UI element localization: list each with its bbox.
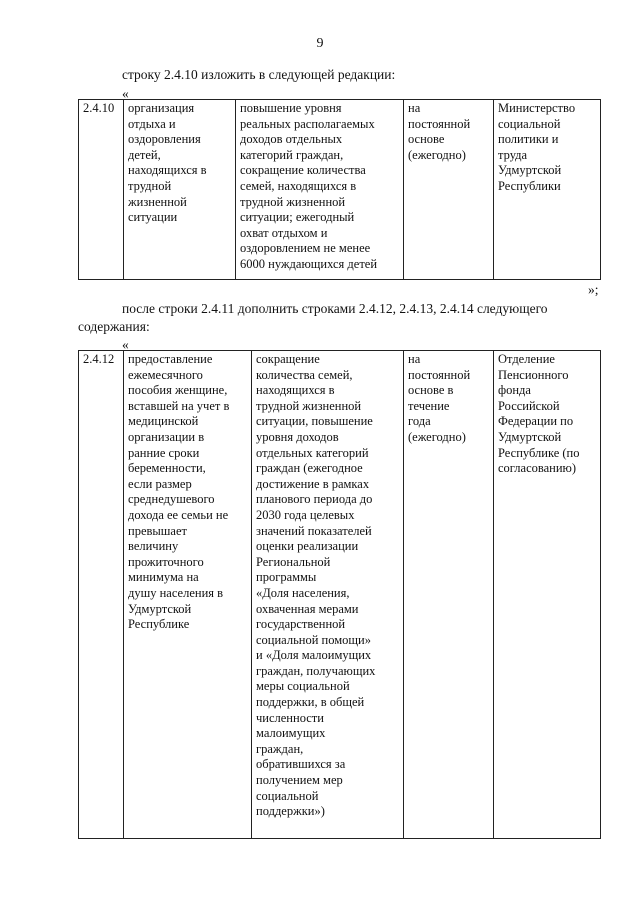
period-text-line: на: [408, 101, 421, 115]
measure-text-line: душу населения в: [128, 585, 224, 600]
measure-text-line: детей,: [128, 147, 161, 162]
result-text-line: семей, находящихся в: [240, 178, 357, 193]
measure-text-line: находящихся в: [128, 163, 207, 178]
measure-text-line: минимума на: [128, 570, 199, 585]
result-text-line: меры социальной: [256, 679, 350, 694]
measure-text-line: дохода ее семьи не: [128, 507, 229, 522]
result-text-line: трудной жизненной: [240, 194, 346, 209]
executor-text-line: политики и: [498, 132, 559, 147]
result-text-line: получением мер: [256, 773, 343, 788]
result-text-line: сокращение: [256, 352, 320, 366]
result-text-line: поддержки, в общей: [256, 695, 365, 710]
measure-cell: [124, 351, 252, 839]
result-text-line: поддержки»): [256, 804, 325, 819]
period-text-line: основе в: [408, 383, 454, 398]
executor-text-line: Республики: [498, 178, 561, 193]
measure-text-line: организация: [128, 101, 195, 115]
executor-text-line: Федерации по: [498, 414, 574, 429]
period-text-line: основе: [408, 132, 445, 147]
executor-text-line: Республике (по: [498, 445, 580, 460]
result-text-line: находящихся в: [256, 383, 335, 398]
executor-text-line: социальной: [498, 116, 561, 131]
measure-text-line: превышает: [128, 523, 187, 538]
measure-text-line: отдыха и: [128, 116, 176, 131]
result-cell: [236, 100, 404, 280]
row-number: 2.4.10: [79, 100, 124, 280]
measure-text-line: предоставление: [128, 352, 213, 366]
executor-text-line: фонда: [498, 383, 531, 398]
result-text-line: граждан (ежегодное: [256, 461, 363, 476]
period-text-line: течение: [408, 398, 450, 413]
measure-text-line: беременности,: [128, 461, 206, 476]
result-text-line: оздоровлением не менее: [240, 241, 371, 256]
executor-text-line: Пенсионного: [498, 367, 569, 382]
result-text-line: Региональной: [256, 554, 331, 569]
executor-cell: [494, 351, 601, 839]
open-quote-2: «: [122, 337, 129, 352]
measure-text-line: организации в: [128, 429, 205, 444]
measure-text-line: ранние сроки: [128, 445, 200, 460]
measure-text-line: оздоровления: [128, 132, 201, 147]
measure-cell: [124, 100, 236, 280]
table-row-2-4-10: [78, 99, 601, 280]
table-row-2-4-12: [78, 350, 601, 839]
measure-text-line: прожиточного: [128, 554, 204, 569]
intro-paragraph-2-line-2: содержания:: [78, 319, 150, 334]
result-text-line: 6000 нуждающихся детей: [240, 256, 378, 271]
result-text-line: реальных располагаемых: [240, 116, 375, 131]
row-number: 2.4.12: [79, 351, 124, 839]
measure-text-line: трудной: [128, 178, 172, 193]
executor-text-line: Удмуртской: [498, 163, 562, 178]
measure-text-line: Республике: [128, 617, 190, 632]
period-cell: [404, 100, 494, 280]
result-text-line: достижение в рамках: [256, 476, 370, 491]
measure-text-line: среднедушевого: [128, 492, 215, 507]
result-text-line: отдельных категорий: [256, 445, 369, 460]
result-text-line: численности: [256, 710, 324, 725]
result-text-line: малоимущих: [256, 726, 326, 741]
executor-text-line: Министерство: [498, 101, 576, 115]
period-text-line: года: [408, 414, 431, 429]
measure-text-line: если размер: [128, 476, 192, 491]
result-text-line: обратившихся за: [256, 757, 346, 772]
period-cell: [404, 351, 494, 839]
result-text-line: граждан, получающих: [256, 663, 376, 678]
result-text-line: планового периода до: [256, 492, 373, 507]
result-text-line: количества семей,: [256, 367, 353, 382]
executor-text-line: Удмуртской: [498, 429, 562, 444]
result-text-line: трудной жизненной: [256, 398, 362, 413]
measure-text-line: пособия женщине,: [128, 383, 228, 398]
period-text-line: на: [408, 352, 421, 366]
measure-text-line: медицинской: [128, 414, 199, 429]
executor-text-line: Российской: [498, 398, 560, 413]
result-text-line: граждан,: [256, 741, 304, 756]
open-quote-1: «: [122, 86, 129, 101]
executor-text-line: труда: [498, 147, 528, 162]
measure-text-line: величину: [128, 539, 179, 554]
result-text-line: уровня доходов: [256, 429, 339, 444]
result-text-line: социальной помощи»: [256, 632, 371, 647]
result-text-line: охват отдыхом и: [240, 225, 328, 240]
result-text-line: государственной: [256, 617, 346, 632]
result-cell: [252, 351, 404, 839]
result-text-line: повышение уровня: [240, 101, 342, 115]
measure-text-line: вставшей на учет в: [128, 398, 230, 413]
intro-paragraph-2-line-1: после строки 2.4.11 дополнить строками 2.4.12, 2.4.13, 2.4.14 следующего: [122, 301, 548, 316]
result-text-line: доходов отдельных: [240, 132, 343, 147]
result-text-line: значений показателей: [256, 523, 372, 538]
result-text-line: оценки реализации: [256, 539, 359, 554]
period-text-line: постоянной: [408, 116, 471, 131]
measure-text-line: жизненной: [128, 194, 187, 209]
period-text-line: (ежегодно): [408, 429, 466, 444]
result-text-line: 2030 года целевых: [256, 507, 355, 522]
page-number: 9: [316, 36, 324, 51]
executor-text-line: согласованию): [498, 461, 577, 476]
measure-text-line: Удмуртской: [128, 601, 192, 616]
result-text-line: охваченная мерами: [256, 601, 359, 616]
result-text-line: «Доля населения,: [256, 585, 350, 600]
result-text-line: и «Доля малоимущих: [256, 648, 372, 663]
intro-paragraph-1: строку 2.4.10 изложить в следующей редакции:: [122, 67, 396, 82]
result-text-line: программы: [256, 570, 317, 585]
period-text-line: постоянной: [408, 367, 471, 382]
measure-text-line: ежемесячного: [128, 367, 203, 382]
result-text-line: сокращение количества: [240, 163, 366, 178]
measure-text-line: ситуации: [128, 210, 178, 225]
period-text-line: (ежегодно): [408, 147, 466, 162]
result-text-line: ситуации, повышение: [256, 414, 373, 429]
result-text-line: категорий граждан,: [240, 147, 344, 162]
result-text-line: социальной: [256, 788, 319, 803]
close-quote-1: »;: [588, 282, 599, 297]
result-text-line: ситуации; ежегодный: [240, 210, 355, 225]
executor-cell: [494, 100, 601, 280]
executor-text-line: Отделение: [498, 352, 555, 366]
